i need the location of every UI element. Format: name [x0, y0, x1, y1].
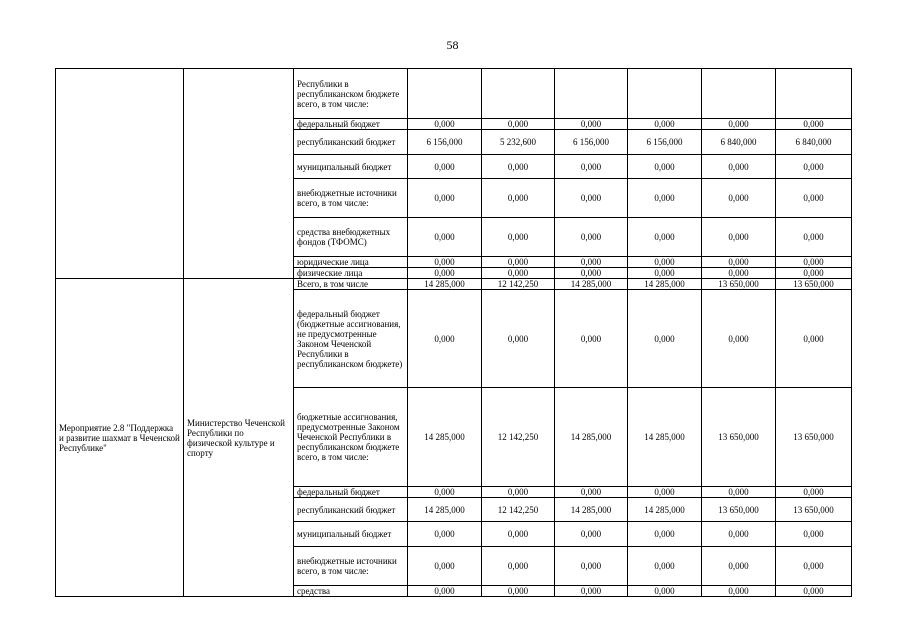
amount-cell: 0,000: [555, 268, 628, 279]
amount-cell: 0,000: [555, 179, 628, 218]
amount-cell: [408, 69, 482, 119]
amount-cell: 0,000: [555, 218, 628, 257]
amount-cell: 0,000: [628, 522, 702, 547]
amount-cell: [482, 69, 555, 119]
table-row: [56, 279, 852, 290]
funding-source-cell: средства внебюджетных фондов (ТФОМС): [294, 218, 408, 257]
amount-cell: 14 285,000: [628, 279, 702, 290]
amount-cell: 14 285,000: [408, 388, 482, 487]
amount-cell: [702, 69, 776, 119]
amount-cell: 0,000: [408, 218, 482, 257]
amount-cell: 14 285,000: [555, 279, 628, 290]
funding-source-cell: физические лица: [294, 268, 408, 279]
amount-cell: 14 285,000: [555, 498, 628, 522]
amount-cell: 0,000: [555, 119, 628, 130]
amount-cell: 0,000: [482, 179, 555, 218]
amount-cell: 0,000: [702, 119, 776, 130]
amount-cell: 0,000: [482, 119, 555, 130]
amount-cell: 0,000: [776, 586, 852, 597]
amount-cell: 0,000: [408, 547, 482, 586]
amount-cell: 0,000: [482, 487, 555, 498]
executor-cell-continued: [184, 69, 294, 279]
amount-cell: 0,000: [482, 268, 555, 279]
amount-cell: 0,000: [776, 155, 852, 179]
amount-cell: 13 650,000: [776, 279, 852, 290]
amount-cell: 0,000: [628, 487, 702, 498]
amount-cell: 0,000: [408, 268, 482, 279]
funding-source-cell: Всего, в том числе: [294, 279, 408, 290]
amount-cell: 0,000: [628, 179, 702, 218]
amount-cell: 0,000: [628, 218, 702, 257]
funding-source-cell: средства: [294, 586, 408, 597]
amount-cell: 0,000: [628, 586, 702, 597]
funding-source-cell: юридические лица: [294, 257, 408, 268]
funding-source-cell: федеральный бюджет (бюджетные ассигнования, не предусмотренные Законом Чеченской Республики в республиканском бюджете): [294, 290, 408, 388]
amount-cell: 0,000: [555, 547, 628, 586]
amount-cell: 0,000: [776, 119, 852, 130]
amount-cell: 13 650,000: [702, 388, 776, 487]
amount-cell: [776, 69, 852, 119]
amount-cell: 0,000: [776, 257, 852, 268]
amount-cell: 0,000: [408, 119, 482, 130]
amount-cell: 0,000: [776, 218, 852, 257]
amount-cell: 13 650,000: [702, 279, 776, 290]
executor-cell: Министерство Чеченской Республики по физической культуре и спорту: [184, 279, 294, 597]
page-number: 58: [446, 38, 459, 52]
amount-cell: 0,000: [776, 547, 852, 586]
amount-cell: 0,000: [702, 547, 776, 586]
amount-cell: 6 156,000: [555, 130, 628, 155]
amount-cell: 12 142,250: [482, 279, 555, 290]
table-row: [56, 69, 852, 119]
funding-source-cell: федеральный бюджет: [294, 119, 408, 130]
amount-cell: 0,000: [628, 155, 702, 179]
amount-cell: 13 650,000: [776, 388, 852, 487]
amount-cell: 6 840,000: [776, 130, 852, 155]
funding-source-cell: Республики в республиканском бюджете всего, в том числе:: [294, 69, 408, 119]
funding-source-cell: внебюджетные источники всего, в том числе:: [294, 547, 408, 586]
amount-cell: 0,000: [482, 155, 555, 179]
amount-cell: 14 285,000: [628, 388, 702, 487]
amount-cell: 0,000: [776, 487, 852, 498]
event-name-cell-continued: [56, 69, 184, 279]
funding-source-cell: республиканский бюджет: [294, 130, 408, 155]
amount-cell: 14 285,000: [408, 498, 482, 522]
funding-source-cell: федеральный бюджет: [294, 487, 408, 498]
amount-cell: 0,000: [408, 155, 482, 179]
amount-cell: 5 232,600: [482, 130, 555, 155]
amount-cell: 0,000: [702, 268, 776, 279]
amount-cell: 0,000: [628, 290, 702, 388]
amount-cell: 0,000: [776, 522, 852, 547]
amount-cell: 0,000: [408, 487, 482, 498]
amount-cell: 0,000: [408, 290, 482, 388]
amount-cell: 0,000: [702, 155, 776, 179]
budget-table-body: [56, 69, 852, 597]
event-name-cell: Мероприятие 2.8 "Поддержка и развитие шахмат в Чеченской Республике": [56, 279, 184, 597]
amount-cell: 0,000: [702, 290, 776, 388]
amount-cell: 0,000: [555, 522, 628, 547]
amount-cell: 0,000: [482, 522, 555, 547]
amount-cell: 6 156,000: [408, 130, 482, 155]
amount-cell: 0,000: [702, 257, 776, 268]
amount-cell: 13 650,000: [776, 498, 852, 522]
amount-cell: [555, 69, 628, 119]
amount-cell: 0,000: [628, 119, 702, 130]
amount-cell: 0,000: [482, 586, 555, 597]
amount-cell: 0,000: [702, 179, 776, 218]
amount-cell: 0,000: [628, 268, 702, 279]
amount-cell: 0,000: [776, 268, 852, 279]
amount-cell: 13 650,000: [702, 498, 776, 522]
amount-cell: 0,000: [702, 586, 776, 597]
amount-cell: 12 142,250: [482, 498, 555, 522]
amount-cell: 0,000: [408, 586, 482, 597]
amount-cell: 14 285,000: [555, 388, 628, 487]
amount-cell: 6 156,000: [628, 130, 702, 155]
amount-cell: 0,000: [628, 257, 702, 268]
amount-cell: 0,000: [776, 290, 852, 388]
amount-cell: 0,000: [702, 218, 776, 257]
amount-cell: 0,000: [408, 179, 482, 218]
amount-cell: [628, 69, 702, 119]
budget-table: [55, 68, 852, 597]
amount-cell: 0,000: [482, 547, 555, 586]
amount-cell: 12 142,250: [482, 388, 555, 487]
amount-cell: 0,000: [702, 487, 776, 498]
amount-cell: 0,000: [555, 257, 628, 268]
amount-cell: 0,000: [555, 487, 628, 498]
amount-cell: 0,000: [776, 179, 852, 218]
funding-source-cell: бюджетные ассигнования, предусмотренные Законом Чеченской Республики в республиканском бюджете всего, в том числе:: [294, 388, 408, 487]
amount-cell: 0,000: [482, 290, 555, 388]
amount-cell: 6 840,000: [702, 130, 776, 155]
amount-cell: 0,000: [482, 218, 555, 257]
amount-cell: 0,000: [628, 547, 702, 586]
amount-cell: 0,000: [408, 257, 482, 268]
amount-cell: 14 285,000: [628, 498, 702, 522]
amount-cell: 0,000: [555, 290, 628, 388]
amount-cell: 0,000: [408, 522, 482, 547]
amount-cell: 14 285,000: [408, 279, 482, 290]
amount-cell: 0,000: [555, 586, 628, 597]
amount-cell: 0,000: [555, 155, 628, 179]
funding-source-cell: республиканский бюджет: [294, 498, 408, 522]
amount-cell: 0,000: [482, 257, 555, 268]
amount-cell: 0,000: [702, 522, 776, 547]
funding-source-cell: муниципальный бюджет: [294, 522, 408, 547]
funding-source-cell: муниципальный бюджет: [294, 155, 408, 179]
funding-source-cell: внебюджетные источники всего, в том числе:: [294, 179, 408, 218]
